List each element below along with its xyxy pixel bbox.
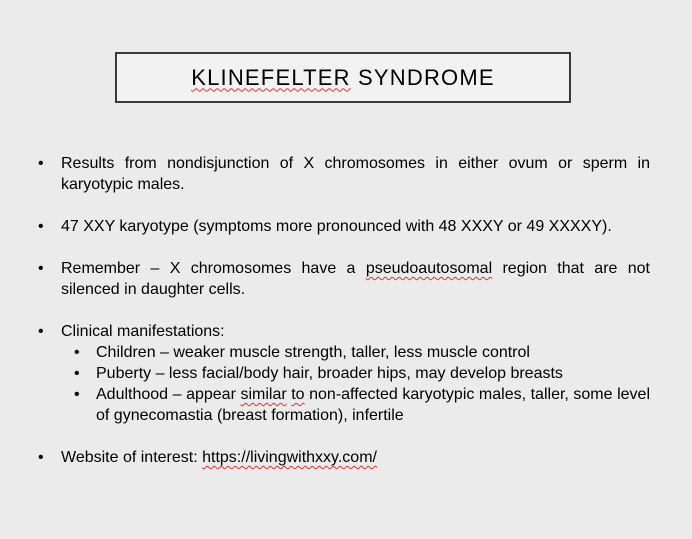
sub-bullet-dot-icon: • bbox=[74, 365, 80, 382]
bullet-list bbox=[38, 153, 650, 468]
bullet-dot-icon: • bbox=[38, 449, 44, 466]
content-body bbox=[38, 153, 650, 468]
title-word-flagged: KLINEFELTER bbox=[191, 64, 351, 90]
title-word-rest: SYNDROME bbox=[350, 64, 495, 90]
sub-bullet-text-start: Adulthood – appear bbox=[96, 386, 241, 403]
bullet-item-website bbox=[38, 447, 650, 468]
bullet-item-origin bbox=[38, 153, 650, 195]
spellcheck-flagged-word: similar bbox=[240, 386, 287, 403]
spellcheck-flagged-word: pseudoautosomal bbox=[365, 260, 493, 277]
sub-bullet-text: Puberty – less facial/body hair, broader hips, may develop breasts bbox=[96, 365, 563, 382]
website-link[interactable]: https://livingwithxxy.com/ bbox=[202, 449, 377, 466]
bullet-text-end: region that are not silenced in daughter cells. bbox=[61, 260, 651, 298]
sub-item-children bbox=[61, 342, 650, 363]
sub-bullet-dot-icon: • bbox=[74, 344, 80, 361]
sub-item-adulthood bbox=[61, 384, 650, 426]
bullet-text: Clinical manifestations: bbox=[61, 323, 225, 340]
bullet-text: Website of interest: bbox=[61, 449, 203, 466]
bullet-dot-icon: • bbox=[38, 218, 44, 235]
bullet-text-start: Remember – X chromosomes have a bbox=[61, 260, 366, 277]
title-box bbox=[115, 52, 571, 103]
bullet-item-karyotype bbox=[38, 216, 650, 237]
bullet-dot-icon: • bbox=[38, 260, 44, 277]
spellcheck-flagged-word: to bbox=[291, 386, 305, 403]
sub-bullet-text: Children – weaker muscle strength, taller, less muscle control bbox=[96, 344, 530, 361]
sub-item-puberty bbox=[61, 363, 650, 384]
bullet-dot-icon: • bbox=[38, 155, 44, 172]
bullet-text: Results from nondisjunction of X chromosomes in either ovum or sperm in karyotypic males. bbox=[61, 155, 650, 193]
sub-bullet-dot-icon: • bbox=[74, 386, 80, 403]
sub-bullet-list bbox=[61, 342, 650, 426]
slide-title bbox=[191, 65, 495, 91]
bullet-item-clinical bbox=[38, 321, 650, 426]
sub-bullet-text-end: non-affected karyotypic males, taller, some level of gynecomastia (breast formation), infertile bbox=[96, 386, 650, 424]
bullet-item-remember bbox=[38, 258, 650, 300]
bullet-dot-icon: • bbox=[38, 323, 44, 340]
bullet-text: 47 XXY karyotype (symptoms more pronounced with 48 XXXY or 49 XXXXY). bbox=[61, 218, 612, 235]
